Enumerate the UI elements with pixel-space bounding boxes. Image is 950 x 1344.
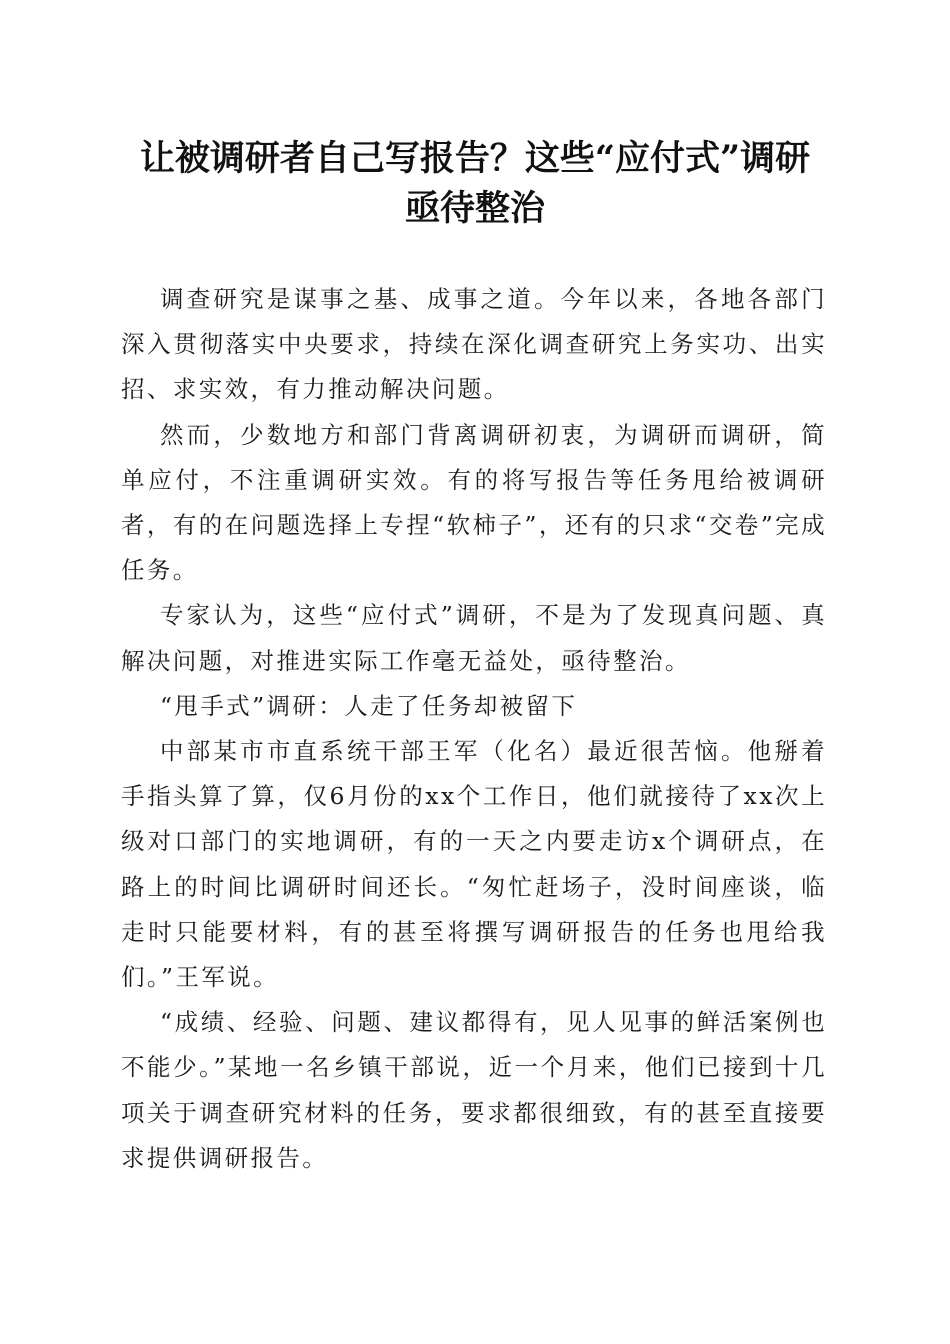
paragraph-problem: 然而，少数地方和部门背离调研初衷，为调研而调研，简单应付，不注重调研实效。有的将写报告等任务甩给被调研者，有的在问题选择上专捏“软柿子”，还有的只求“交卷”完成任务。 [121,420,827,585]
paragraph-intro: 调查研究是谋事之基、成事之道。今年以来，各地各部门深入贯彻落实中央要求，持续在深化调查研究上务实功、出实招、求实效，有力推动解决问题。 [121,285,827,404]
section-subheading: “甩手式”调研：人走了任务却被留下 [160,691,578,720]
document-body [121,277,827,1181]
paragraph-case-township: “成绩、经验、问题、建议都得有，见人见事的鲜活案例也不能少。”某地一名乡镇干部说，近一个月来，他们已接到十几项关于调查研究材料的任务，要求都很细致，有的甚至直接要求提供调研报告。 [121,1008,827,1172]
title-line-2: 亟待整治 [404,188,545,229]
paragraph-expert-view: 专家认为，这些“应付式”调研，不是为了发现真问题、真解决问题，对推进实际工作毫无益处，亟待整治。 [121,601,827,675]
paragraph-case-wangjun: 中部某市市直系统干部王军（化名）最近很苦恼。他掰着手指头算了算，仅6月份的xx个工作日，他们就接待了xx次上级对口部门的实地调研，有的一天之内要走访x个调研点，在路上的时间比调研时间还长。“匆忙赶场子，没时间座谈，临走时只能要材料，有的甚至将撰写调研报告的任务也甩给我们。”王军说。 [121,737,827,992]
title-line-1: 让被调研者自己写报告？这些“应付式”调研 [139,138,811,179]
document-title [100,134,850,234]
